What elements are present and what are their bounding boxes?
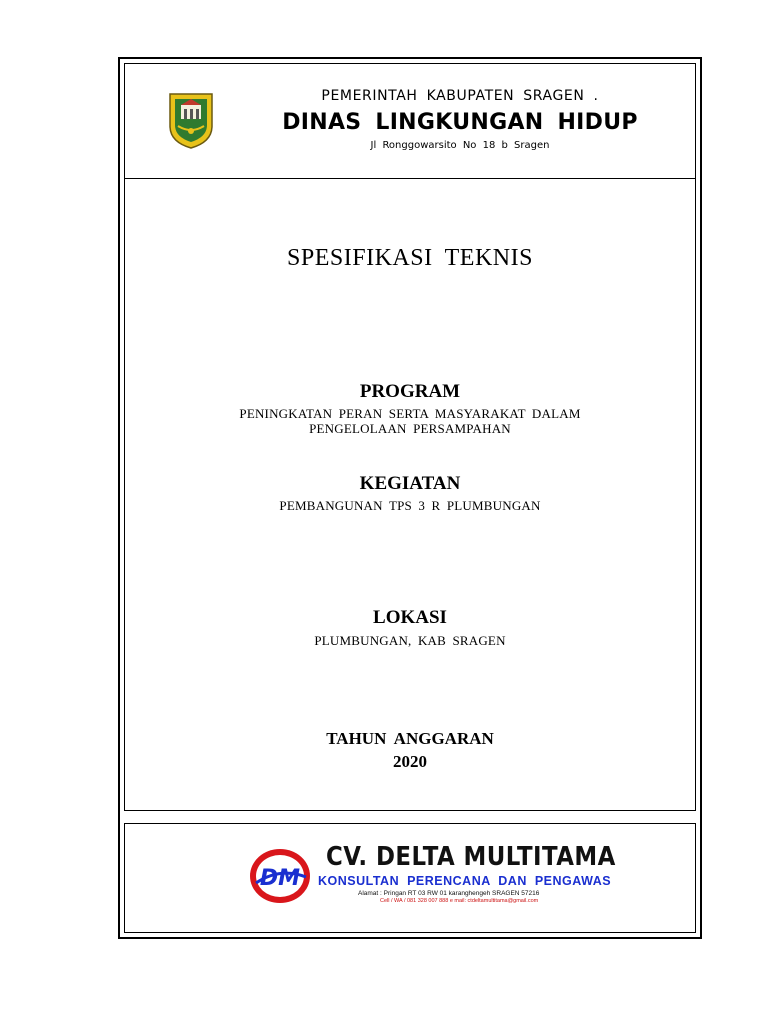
agency-address: Jl Ronggowarsito No 18 b Sragen (370, 140, 550, 151)
kegiatan-label: KEGIATAN (359, 473, 461, 494)
program-label: PROGRAM (359, 381, 461, 402)
program-line: PENINGKATAN PERAN SERTA MASYARAKAT DALAM (239, 406, 581, 421)
kegiatan-value: PEMBANGUNAN TPS 3 R PLUMBUNGAN (279, 498, 541, 513)
document-title: SPESIFIKASI TEKNIS (287, 245, 533, 271)
company-name: CV. DELTA MULTITAMA (326, 842, 616, 872)
company-contact: Cell / WA / 081 328 007 888 e mail: ctdeltamultitama@gmail.com (380, 898, 539, 904)
svg-text:DM: DM (259, 866, 301, 891)
agency-name: DINAS LINGKUNGAN HIDUP (282, 110, 638, 135)
header-divider (124, 178, 696, 179)
program-line: PENGELOLAAN PERSAMPAHAN (309, 421, 511, 436)
company-address: Alamat : Pringan RT 03 RW 01 karanghengeh SRAGEN 57216 (358, 890, 540, 897)
government-name: PEMERINTAH KABUPATEN SRAGEN . (321, 88, 599, 104)
sragen-regency-seal-icon (166, 90, 216, 150)
cover-frame (124, 63, 696, 811)
lokasi-value: PLUMBUNGAN, KAB SRAGEN (314, 633, 506, 648)
delta-multitama-logo-icon (248, 847, 312, 905)
budget-year: 2020 (393, 752, 427, 771)
budget-year-label: TAHUN ANGGARAN (326, 729, 494, 748)
lokasi-label: LOKASI (373, 607, 447, 628)
company-tagline: KONSULTAN PERENCANA DAN PENGAWAS (318, 874, 612, 888)
